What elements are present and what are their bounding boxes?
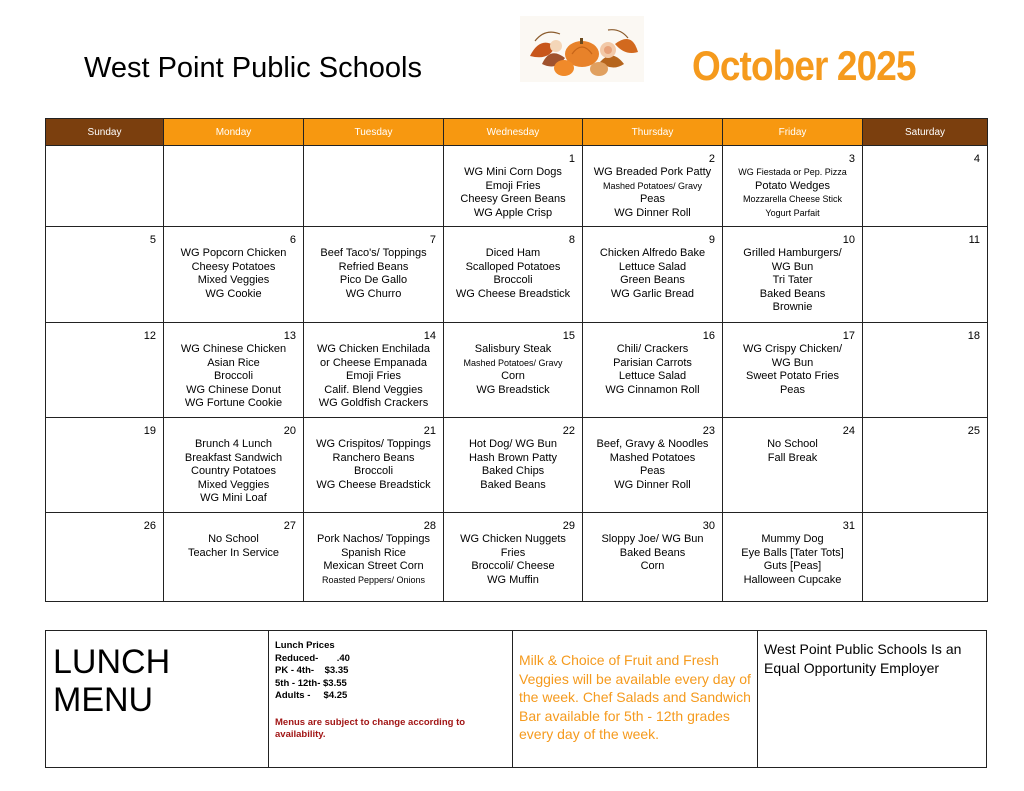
- day-menu: [444, 323, 582, 397]
- day-number: 24: [842, 425, 855, 437]
- week-row: [46, 513, 988, 602]
- day-number: 12: [143, 330, 156, 342]
- menu-item: Baked Beans: [480, 478, 546, 491]
- day-cell: [444, 323, 583, 418]
- day-cell: [863, 227, 988, 323]
- footer: [45, 630, 987, 768]
- weekday-wednesday: Wednesday: [444, 119, 583, 146]
- day-cell: [304, 323, 444, 418]
- day-cell: [46, 513, 164, 602]
- day-number: 13: [283, 330, 296, 342]
- day-number: 2: [708, 153, 715, 165]
- day-number: 26: [143, 520, 156, 532]
- menu-item: or Cheese Empanada: [319, 356, 427, 369]
- day-cell: [583, 513, 723, 602]
- menu-item: WG Fortune Cookie: [184, 397, 283, 410]
- day-number: 10: [842, 234, 855, 246]
- menu-item: WG Bun: [771, 260, 814, 273]
- day-cell: [723, 323, 863, 418]
- menu-item: Refried Beans: [338, 260, 409, 273]
- menu-item: Chili/ Crackers: [616, 343, 689, 355]
- day-cell: [304, 227, 444, 323]
- menu-item: Peas: [779, 383, 806, 396]
- day-cell: [723, 227, 863, 323]
- menu-item: Teacher In Service: [187, 546, 280, 559]
- day-menu: [444, 513, 582, 587]
- day-menu: [723, 227, 862, 315]
- school-title: West Point Public Schools: [84, 52, 422, 84]
- menu-item: Broccoli/ Cheese: [471, 560, 555, 573]
- menu-item: WG Garlic Bread: [610, 287, 695, 300]
- day-number: 30: [702, 520, 715, 532]
- menu-item: Peas: [639, 465, 666, 478]
- day-number: 16: [702, 330, 715, 342]
- menu-item: Cheesy Green Beans: [460, 193, 566, 206]
- day-number: 29: [562, 520, 575, 532]
- price-adults: Adults - $4.25: [275, 690, 348, 701]
- weekday-friday: Friday: [723, 119, 863, 146]
- menu-item: Spanish Rice: [341, 546, 406, 559]
- day-menu: [723, 323, 862, 397]
- week-row: [46, 227, 988, 323]
- menu-item: Potato Wedges: [754, 179, 830, 192]
- menu-item: Parisian Carrots: [613, 356, 692, 369]
- day-number: 7: [429, 234, 436, 246]
- day-cell: [164, 418, 304, 513]
- menu-item: Pork Nachos/ Toppings: [317, 533, 430, 545]
- menu-item: Mashed Potatoes/ Gravy: [463, 357, 563, 368]
- day-number: 19: [143, 425, 156, 437]
- menu-item: WG Dinner Roll: [614, 206, 691, 219]
- day-number: 11: [968, 234, 980, 246]
- menu-item: Mexican Street Corn: [323, 560, 424, 573]
- weekday-saturday: Saturday: [863, 119, 988, 146]
- day-cell: [863, 323, 988, 418]
- lunch-menu-line2: MENU: [53, 681, 154, 719]
- menu-item: Baked Chips: [481, 465, 545, 478]
- day-menu: [304, 146, 443, 166]
- day-number: 18: [967, 330, 980, 342]
- menu-item: Fries: [500, 546, 526, 559]
- menu-item: Mozzarella Cheese Stick: [742, 194, 843, 205]
- menu-item: Halloween Cupcake: [743, 573, 842, 586]
- day-cell: [444, 418, 583, 513]
- week-row: [46, 146, 988, 227]
- day-menu: [723, 146, 862, 220]
- menu-item: WG Cheese Breadstick: [455, 287, 571, 300]
- day-menu: [304, 513, 443, 587]
- menu-item: Mashed Potatoes/ Gravy: [602, 180, 703, 191]
- menu-item: WG Mini Loaf: [200, 492, 267, 505]
- day-menu: [164, 513, 303, 560]
- day-menu: [863, 146, 987, 166]
- menu-item: Guts [Peas]: [763, 560, 822, 573]
- day-menu: [583, 146, 722, 220]
- day-number: 6: [289, 234, 296, 246]
- day-number: 1: [568, 153, 575, 165]
- weekday-thursday: Thursday: [583, 119, 723, 146]
- day-cell: [583, 323, 723, 418]
- day-cell: [46, 146, 164, 227]
- day-cell: [583, 227, 723, 323]
- menu-item: WG Bun: [771, 356, 814, 369]
- menu-item: Asian Rice: [207, 356, 260, 369]
- day-menu: [863, 513, 987, 533]
- menu-item: WG Chicken Nuggets: [460, 533, 566, 545]
- menu-item: No School: [767, 438, 818, 450]
- menu-item: Green Beans: [620, 274, 685, 287]
- day-cell: [164, 227, 304, 323]
- price-reduced: Reduced- .40: [275, 652, 350, 664]
- menu-item: Peas: [639, 193, 666, 206]
- menu-item: Salisbury Steak: [474, 343, 552, 355]
- day-cell: [723, 146, 863, 227]
- day-cell: [723, 418, 863, 513]
- day-menu: [164, 146, 303, 166]
- menu-item: Mashed Potatoes: [609, 451, 696, 464]
- menu-item: WG Crispitos/ Toppings: [316, 438, 431, 450]
- prices-title: Lunch Prices: [275, 640, 335, 651]
- day-menu: [46, 227, 163, 247]
- menu-item: Calif. Blend Veggies: [324, 383, 423, 396]
- lunch-prices-box: [269, 631, 513, 767]
- menu-item: WG Crispy Chicken/: [742, 343, 843, 355]
- day-number: 5: [149, 234, 156, 246]
- day-cell: [46, 227, 164, 323]
- day-number: 9: [708, 234, 715, 246]
- menu-item: Ranchero Beans: [332, 451, 415, 464]
- menu-item: WG Dinner Roll: [614, 478, 691, 491]
- weekday-tuesday: Tuesday: [304, 119, 444, 146]
- day-cell: [583, 146, 723, 227]
- day-menu: [723, 513, 862, 587]
- menu-item: Lettuce Salad: [618, 260, 687, 273]
- menu-item: Diced Ham: [485, 247, 541, 259]
- menu-change-note: Menus are subject to change according to availability.: [275, 716, 466, 740]
- menu-item: Beef, Gravy & Noodles: [596, 438, 709, 450]
- menu-item: WG Cheese Breadstick: [316, 478, 431, 491]
- day-number: 27: [283, 520, 296, 532]
- menu-item: Roasted Peppers/ Onions: [321, 574, 426, 585]
- day-menu: [164, 323, 303, 411]
- day-cell: [304, 146, 444, 227]
- menu-item: Lettuce Salad: [618, 370, 687, 383]
- menu-item: Emoji Fries: [345, 370, 401, 383]
- menu-item: Pico De Gallo: [339, 274, 408, 287]
- menu-item: Hot Dog/ WG Bun: [468, 438, 558, 450]
- menu-item: Baked Beans: [619, 546, 686, 559]
- day-number: 14: [423, 330, 436, 342]
- milk-veggies-note: Milk & Choice of Fruit and Fresh Veggies will be available every day of the week. Chef Salads and Sandwich Bar available for 5th - 12th grades every day of the week.: [513, 631, 758, 767]
- day-number: 4: [973, 153, 980, 165]
- menu-item: WG Goldfish Crackers: [318, 397, 429, 410]
- menu-item: No School: [208, 533, 259, 545]
- menu-item: Emoji Fries: [485, 179, 541, 192]
- weekday-monday: Monday: [164, 119, 304, 146]
- lunch-menu-title: [46, 631, 269, 767]
- menu-item: Baked Beans: [759, 287, 826, 300]
- menu-item: WG Cookie: [205, 287, 262, 300]
- menu-item: Hash Brown Patty: [468, 451, 558, 464]
- day-menu: [304, 227, 443, 301]
- day-cell: [304, 418, 444, 513]
- day-number: 3: [848, 153, 855, 165]
- day-menu: [583, 513, 722, 574]
- day-cell: [46, 418, 164, 513]
- menu-item: WG Churro: [345, 287, 402, 300]
- day-menu: [444, 146, 582, 220]
- lunch-menu-line1: LUNCH: [53, 643, 171, 681]
- day-number: 21: [423, 425, 436, 437]
- price-pk-4th: PK - 4th- $3.35: [275, 665, 349, 676]
- menu-item: WG Chinese Chicken: [180, 343, 287, 355]
- day-cell: [444, 146, 583, 227]
- menu-item: Scalloped Potatoes: [465, 260, 561, 273]
- day-cell: [863, 418, 988, 513]
- equal-opportunity-note: West Point Public Schools Is an Equal Opportunity Employer: [764, 641, 962, 676]
- day-number: 17: [842, 330, 855, 342]
- menu-item: Grilled Hamburgers/: [743, 247, 842, 259]
- day-cell: [164, 323, 304, 418]
- day-cell: [723, 513, 863, 602]
- menu-item: Broccoli: [353, 465, 394, 478]
- menu-item: Broccoli: [213, 370, 254, 383]
- menu-item: Yogurt Parfait: [765, 207, 820, 218]
- menu-item: Mummy Dog: [761, 533, 824, 545]
- day-cell: [863, 513, 988, 602]
- menu-item: Beef Taco's/ Toppings: [320, 247, 427, 259]
- menu-item: Broccoli: [493, 274, 533, 287]
- menu-item: Sloppy Joe/ WG Bun: [601, 533, 704, 545]
- menu-item: WG Apple Crisp: [473, 206, 553, 219]
- day-cell: [583, 418, 723, 513]
- day-menu: [304, 418, 443, 492]
- menu-item: Breakfast Sandwich: [184, 451, 283, 464]
- menu-item: WG Mini Corn Dogs: [464, 166, 562, 178]
- day-number: 20: [283, 425, 296, 437]
- autumn-pumpkin-image: [520, 16, 644, 82]
- week-row: [46, 418, 988, 513]
- day-menu: [583, 227, 722, 301]
- menu-item: WG Breaded Pork Patty: [593, 166, 712, 178]
- day-number: 31: [842, 520, 855, 532]
- day-cell: [164, 146, 304, 227]
- menu-item: WG Cinnamon Roll: [605, 383, 700, 396]
- day-menu: [164, 418, 303, 506]
- menu-item: WG Fiestada or Pep. Pizza: [738, 167, 847, 177]
- menu-item: Sweet Potato Fries: [746, 370, 839, 383]
- day-number: 22: [562, 425, 575, 437]
- calendar-table: [45, 118, 988, 602]
- day-menu: [583, 418, 722, 492]
- day-menu: [46, 146, 163, 166]
- day-menu: [164, 227, 303, 301]
- day-cell: [444, 227, 583, 323]
- day-number: 23: [702, 425, 715, 437]
- menu-item: WG Chinese Donut: [186, 383, 281, 396]
- menu-item: Tri Tater: [772, 274, 813, 287]
- menu-item: Mixed Veggies: [197, 274, 270, 287]
- menu-item: WG Popcorn Chicken: [180, 247, 287, 259]
- day-cell: [863, 146, 988, 227]
- day-number: 15: [562, 330, 575, 342]
- menu-item: WG Chicken Enchilada: [316, 343, 431, 355]
- menu-item: Brunch 4 Lunch: [194, 438, 273, 450]
- day-number: 25: [967, 425, 980, 437]
- week-row: [46, 323, 988, 418]
- day-menu: [444, 227, 582, 301]
- day-menu: [723, 418, 862, 465]
- day-cell: [46, 323, 164, 418]
- day-menu: [304, 323, 443, 411]
- weekday-header-row: [46, 119, 988, 146]
- menu-item: Fall Break: [767, 451, 818, 464]
- menu-item: WG Muffin: [487, 573, 539, 586]
- menu-item: Brownie: [772, 301, 813, 314]
- menu-item: Mixed Veggies: [197, 478, 270, 491]
- day-cell: [164, 513, 304, 602]
- menu-item: Cheesy Potatoes: [191, 260, 276, 273]
- menu-item: WG Breadstick: [476, 383, 550, 396]
- menu-item: Chicken Alfredo Bake: [599, 247, 706, 259]
- day-number: 28: [423, 520, 436, 532]
- day-menu: [444, 418, 582, 492]
- day-cell: [444, 513, 583, 602]
- day-menu: [583, 323, 722, 397]
- menu-item: Corn: [501, 370, 525, 383]
- month-title: October 2025: [692, 42, 916, 89]
- weekday-sunday: Sunday: [46, 119, 164, 146]
- day-number: 8: [568, 234, 575, 246]
- price-5th-12th: 5th - 12th- $3.55: [275, 677, 347, 689]
- day-cell: [304, 513, 444, 602]
- menu-item: Corn: [640, 560, 665, 573]
- menu-item: Country Potatoes: [191, 465, 276, 478]
- menu-item: Eye Balls [Tater Tots]: [741, 546, 844, 559]
